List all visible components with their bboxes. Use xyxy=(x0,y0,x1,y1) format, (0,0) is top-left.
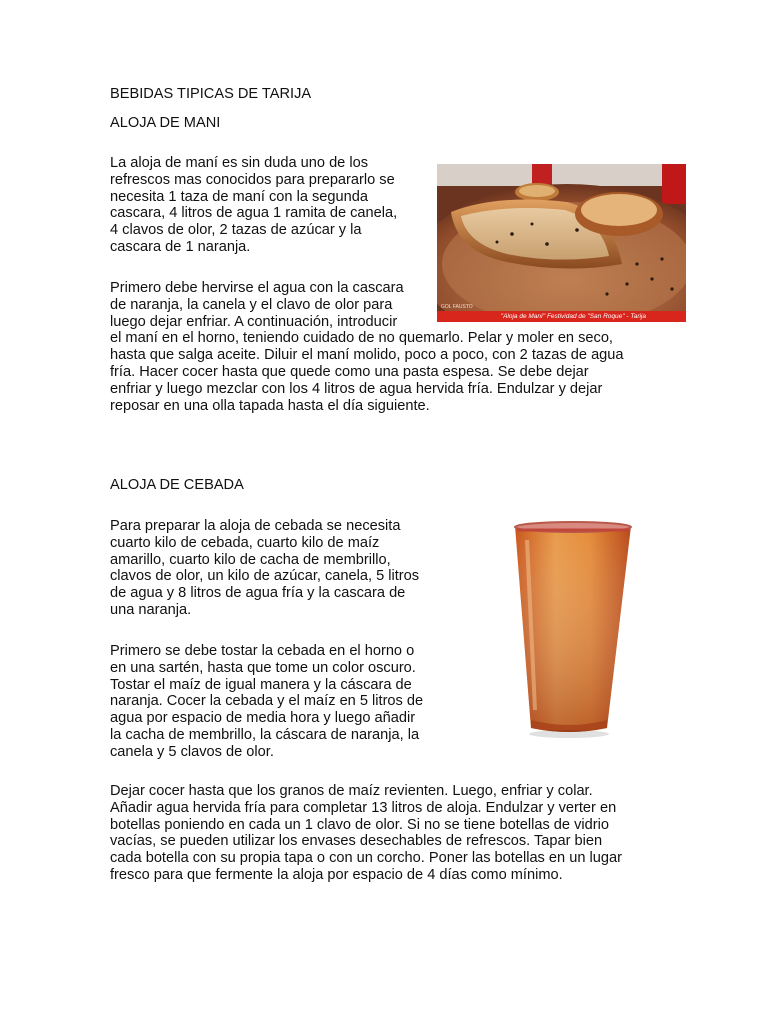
photo-credit: GOL FAUSTO xyxy=(441,304,473,310)
text-line: Primero se debe tostar la cebada en el horno o xyxy=(110,643,415,659)
mani-bowls-illustration xyxy=(437,164,686,322)
section-heading-aloja-de-mani: ALOJA DE MANI xyxy=(110,115,221,131)
document-title: BEBIDAS TIPICAS DE TARIJA xyxy=(110,86,312,102)
text-line: de naranja, la canela y el clavo de olor para xyxy=(110,296,393,313)
paragraph-cebada-fermentation xyxy=(110,783,622,884)
text-line: canela y 5 clavos de olor. xyxy=(110,743,274,760)
text-line: Primero debe hervirse el agua con la cascara xyxy=(110,280,404,296)
text-line: cuarto kilo de cebada, cuarto kilo de maíz xyxy=(110,534,380,551)
text-line: refrescos mas conocidos para prepararlo se xyxy=(110,171,395,188)
text-line: fresco para que fermente la aloja por espacio de 4 días como mínimo. xyxy=(110,866,563,883)
text-line: Para preparar la aloja de cebada se necesita xyxy=(110,518,401,534)
text-line: naranja. Cocer la cebada y el maíz en 5 litros de xyxy=(110,693,424,710)
text-line: amarillo, cuarto kilo de cacha de membrillo, xyxy=(110,551,391,568)
text-line: necesita 1 taza de maní con la segunda xyxy=(110,188,368,205)
text-line: 4 clavos de olor, 2 tazas de azúcar y la xyxy=(110,222,362,239)
text-line: clavos de olor, un kilo de azúcar, canela, 5 litros xyxy=(110,568,420,585)
text-line: en una sartén, hasta que tome un color oscuro. xyxy=(110,659,416,676)
text-line: reposar en una olla tapada hasta el día siguiente. xyxy=(110,397,430,414)
paragraph-cebada-ingredients xyxy=(110,518,419,619)
text-line: vacías, se pueden utilizar los envases desechables de refrescos. Tapar bien xyxy=(110,833,603,850)
text-line: La aloja de maní es sin duda uno de los xyxy=(110,155,369,171)
text-line: cascara de 1 naranja. xyxy=(110,238,251,255)
text-line: Tostar el maíz de igual manera y la cáscara de xyxy=(110,676,412,693)
text-line: botellas poniendo en cada un 1 clavo de olor. Si no se tiene botellas de vidrio xyxy=(110,816,609,833)
text-line: cascara, 4 litros de agua 1 ramita de canela, xyxy=(110,205,398,222)
text-line: luego dejar enfriar. A continuación, introducir xyxy=(110,313,398,330)
text-line: enfriar y luego mezclar con los 4 litros de agua hervida fría. Endulzar y dejar xyxy=(110,380,603,397)
text-line: la cacha de membrillo, la cáscara de naranja, la xyxy=(110,726,420,743)
text-line: el maní en el horno, teniendo cuidado de no quemarlo. Pelar y moler en seco, xyxy=(110,330,613,347)
text-line: agua por espacio de media hora y luego añadir xyxy=(110,710,416,727)
text-line: Añadir agua hervida fría para completar 13 litros de aloja. Endulzar y verter en xyxy=(110,799,617,816)
text-line: fría. Hacer cocer hasta que quede como una pasta espesa. Se debe dejar xyxy=(110,363,589,380)
text-line: cada botella con su propia tapa o con un corcho. Poner las botellas en un lugar xyxy=(110,850,622,867)
text-line: una naranja. xyxy=(110,601,192,618)
text-line: hasta que salga aceite. Diluir el maní molido, poco a poco, con 2 tazas de agua xyxy=(110,347,624,364)
text-line: Dejar cocer hasta que los granos de maíz revienten. Luego, enfriar y colar. xyxy=(110,783,593,799)
photo-caption: "Aloja de Maní" Festividad de "San Roque" - Tarija xyxy=(437,311,686,322)
paragraph-mani-ingredients xyxy=(110,155,397,256)
section-heading-aloja-de-cebada: ALOJA DE CEBADA xyxy=(110,477,244,493)
photo-aloja-de-cebada xyxy=(505,520,635,740)
photo-aloja-de-mani xyxy=(437,164,686,322)
text-line: de agua y 8 litros de agua fría y la cascara de xyxy=(110,585,406,602)
paragraph-cebada-preparation xyxy=(110,643,423,761)
cebada-glass-illustration xyxy=(505,520,635,740)
